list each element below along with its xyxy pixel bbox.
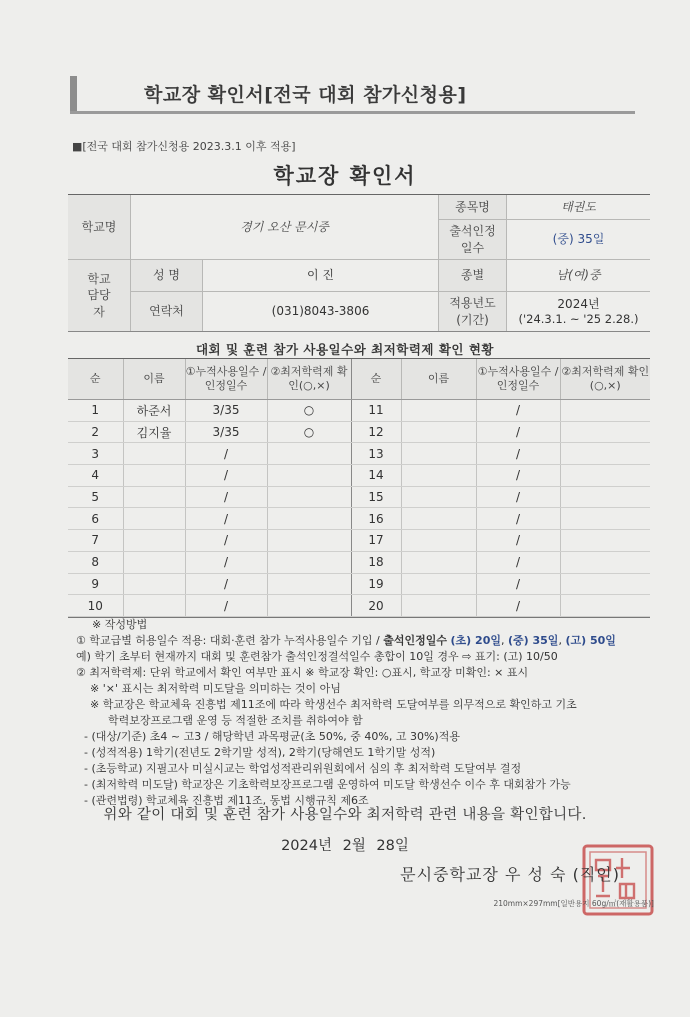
cell-days: 3/35 <box>185 400 267 422</box>
cell-no: 17 <box>351 530 401 552</box>
note-1-sep: , <box>500 634 508 647</box>
cell-name <box>401 486 476 508</box>
cell-no: 13 <box>351 443 401 465</box>
cell-min: ○ <box>267 400 351 422</box>
table-header-row <box>68 359 650 400</box>
cell-min <box>267 573 351 595</box>
cell-no: 16 <box>351 508 401 530</box>
cell-no: 8 <box>68 551 123 573</box>
event-label: 종목명 <box>438 195 506 219</box>
form-subtitle: ■[전국 대회 참가신청용 2023.3.1 이후 적용] <box>72 140 296 153</box>
attendance-label: 출석인정 일수 <box>438 219 506 259</box>
table-row <box>68 508 650 530</box>
cell-days: / <box>185 573 267 595</box>
note-1-bold: 출석인정일수 <box>383 634 448 647</box>
cell-min <box>267 530 351 552</box>
col-name-header: 이름 <box>401 359 476 400</box>
cell-name <box>401 508 476 530</box>
cell-days: / <box>476 421 560 443</box>
cell-min <box>267 551 351 573</box>
event-value: 태권도 <box>506 195 650 219</box>
principal-signature: 문시중학교장 우 성 숙 (직인) <box>400 865 620 884</box>
table-row <box>68 486 650 508</box>
cell-days: / <box>476 400 560 422</box>
cell-name <box>401 530 476 552</box>
paper-spec-footer: 210mm×297mm[일반용지 60g/㎡(재활용품)] <box>493 899 654 908</box>
cell-days: / <box>185 508 267 530</box>
notes-heading: ※ 작성방법 <box>92 618 148 631</box>
year-value: 2024년 <box>557 296 600 311</box>
note-1-middle: (중) 35일 <box>507 634 559 647</box>
info-table <box>68 194 650 332</box>
cell-name <box>401 443 476 465</box>
note-2: 예) 학기 초부터 현재까지 대회 및 훈련참가 출석인정결석일수 총합이 10일 경우 ⇨ 표기: (고) 10/50 <box>76 650 558 663</box>
cell-name <box>401 595 476 617</box>
year-label: 적용년도 (기간) <box>438 291 506 331</box>
cell-min <box>267 486 351 508</box>
col-days-header: ①누적사용일수 /인정일수 <box>185 359 267 400</box>
period-value: ('24.3.1. ~ '25 2.28.) <box>518 311 639 326</box>
cell-days: / <box>185 595 267 617</box>
school-label: 학교명 <box>68 195 130 259</box>
table-body <box>68 400 650 617</box>
cell-days: / <box>476 595 560 617</box>
cell-min <box>560 508 650 530</box>
cell-no: 19 <box>351 573 401 595</box>
cell-min <box>267 595 351 617</box>
cell-days: / <box>476 486 560 508</box>
cell-no: 11 <box>351 400 401 422</box>
cell-min <box>267 465 351 487</box>
note-1-prefix: ① 학교급별 허용일수 적용: 대회·훈련 참가 누적사용일수 기입 / <box>76 634 384 647</box>
col-name-header: 이름 <box>123 359 185 400</box>
cell-min <box>560 595 650 617</box>
col-min-header: ②최저학력제 확인(○,×) <box>560 359 650 400</box>
cell-no: 10 <box>68 595 123 617</box>
cell-min <box>560 465 650 487</box>
cell-name <box>123 530 185 552</box>
cell-days: 3/35 <box>185 421 267 443</box>
phone-value: (031)8043-3806 <box>202 291 438 331</box>
note-1-elementary: (초) 20일 <box>450 634 501 647</box>
cell-min <box>560 400 650 422</box>
cell-no: 15 <box>351 486 401 508</box>
cell-no: 3 <box>68 443 123 465</box>
table-row <box>68 400 650 422</box>
cell-min <box>560 486 650 508</box>
note-6: 학력보장프로그램 운영 등 적절한 조치를 취하여야 함 <box>108 714 363 727</box>
cell-days: / <box>185 530 267 552</box>
cell-no: 4 <box>68 465 123 487</box>
confirmation-statement: 위와 같이 대회 및 훈련 참가 사용일수와 최저학력 관련 내용을 확인합니다. <box>103 807 587 823</box>
attendance-value: (중) 35일 <box>506 219 650 259</box>
cell-min <box>560 443 650 465</box>
table-row <box>68 530 650 552</box>
cell-no: 18 <box>351 551 401 573</box>
cell-name <box>123 595 185 617</box>
document-title: 학교장 확인서 <box>273 164 417 188</box>
cell-min <box>560 530 650 552</box>
name-label: 성 명 <box>130 259 202 291</box>
cell-no: 12 <box>351 421 401 443</box>
school-value: 경기 오산 문시중 <box>130 195 438 259</box>
name-value: 이 진 <box>202 259 438 291</box>
cell-no: 5 <box>68 486 123 508</box>
cell-no: 9 <box>68 573 123 595</box>
contact-person-label: 학교 담당자 <box>68 259 130 331</box>
cell-name <box>123 486 185 508</box>
cell-name <box>123 443 185 465</box>
cell-min <box>560 573 650 595</box>
table-row <box>68 573 650 595</box>
col-days-header: ①누적사용일수 /인정일수 <box>476 359 560 400</box>
cell-days: / <box>476 508 560 530</box>
cell-name: 김지율 <box>123 421 185 443</box>
cell-name <box>401 573 476 595</box>
table-row <box>68 443 650 465</box>
note-10: - (최저학력 미도달) 학교장은 기초학력보장프로그램 운영하여 미도달 학생선수 이수 후 대회참가 가능 <box>84 778 571 791</box>
cell-min <box>560 421 650 443</box>
note-3: ② 최저학력제: 단위 학교에서 확인 여부만 표시 ※ 학교장 확인: ○표시, 학교장 미확인: × 표시 <box>76 666 529 679</box>
banner-accent-bar <box>70 76 77 112</box>
table-row <box>68 421 650 443</box>
cell-days: / <box>476 530 560 552</box>
banner-underline <box>70 111 635 114</box>
cell-name: 하준서 <box>123 400 185 422</box>
cell-no: 2 <box>68 421 123 443</box>
note-7: - (대상/기준) 초4 ~ 고3 / 해당학년 과목평균(초 50%, 중 40%, 고 30%)적용 <box>84 730 460 743</box>
signing-date: 2024년 2월 28일 <box>281 838 409 854</box>
note-11: - (관련법령) 학교체육 진흥법 제11조, 동법 시행규칙 제6조 <box>84 794 369 807</box>
header-banner <box>70 74 635 114</box>
cell-days: / <box>476 551 560 573</box>
cell-days: / <box>476 443 560 465</box>
cell-min: ○ <box>267 421 351 443</box>
cell-days: / <box>476 465 560 487</box>
cell-min <box>267 508 351 530</box>
note-4: ※ '×' 표시는 최저학력 미도달을 의미하는 것이 아님 <box>90 682 341 695</box>
cell-name <box>401 421 476 443</box>
cell-days: / <box>185 551 267 573</box>
gender-label: 종별 <box>438 259 506 291</box>
cell-days: / <box>185 465 267 487</box>
cell-days: / <box>476 573 560 595</box>
gender-value: 남(여)중 <box>506 259 650 291</box>
note-9: - (초등학교) 지필고사 미실시교는 학업성적관리위원회에서 심의 후 최저학력 도달여부 결정 <box>84 762 522 775</box>
section-title: 대회 및 훈련 참가 사용일수와 최저학력제 확인 현황 <box>195 342 495 357</box>
banner-title: 학교장 확인서[전국 대회 참가신청용] <box>144 84 467 106</box>
note-5: ※ 학교장은 학교체육 진흥법 제11조에 따라 학생선수 최저학력 도달여부를 의무적으로 확인하고 기초 <box>90 698 577 711</box>
cell-days: / <box>185 486 267 508</box>
cell-name <box>123 508 185 530</box>
cell-name <box>123 465 185 487</box>
cell-no: 1 <box>68 400 123 422</box>
cell-no: 6 <box>68 508 123 530</box>
note-8: - (성적적용) 1학기(전년도 2학기말 성적), 2학기(당해연도 1학기말 성적) <box>84 746 436 759</box>
table-row <box>68 551 650 573</box>
col-no-header: 순 <box>351 359 401 400</box>
phone-label: 연락처 <box>130 291 202 331</box>
cell-min <box>267 443 351 465</box>
cell-name <box>401 465 476 487</box>
note-1-high: (고) 50일 <box>565 634 616 647</box>
table-row <box>68 595 650 617</box>
col-no-header: 순 <box>68 359 123 400</box>
table-row <box>68 465 650 487</box>
cell-name <box>123 551 185 573</box>
cell-name <box>123 573 185 595</box>
cell-name <box>401 551 476 573</box>
cell-name <box>401 400 476 422</box>
cell-no: 14 <box>351 465 401 487</box>
cell-no: 7 <box>68 530 123 552</box>
col-min-header: ②최저학력제 확인(○,×) <box>267 359 351 400</box>
cell-min <box>560 551 650 573</box>
year-cell <box>506 291 650 331</box>
cell-days: / <box>185 443 267 465</box>
athletes-table <box>68 358 650 618</box>
cell-no: 20 <box>351 595 401 617</box>
note-1 <box>76 632 616 648</box>
note-1-sep: , <box>558 634 566 647</box>
